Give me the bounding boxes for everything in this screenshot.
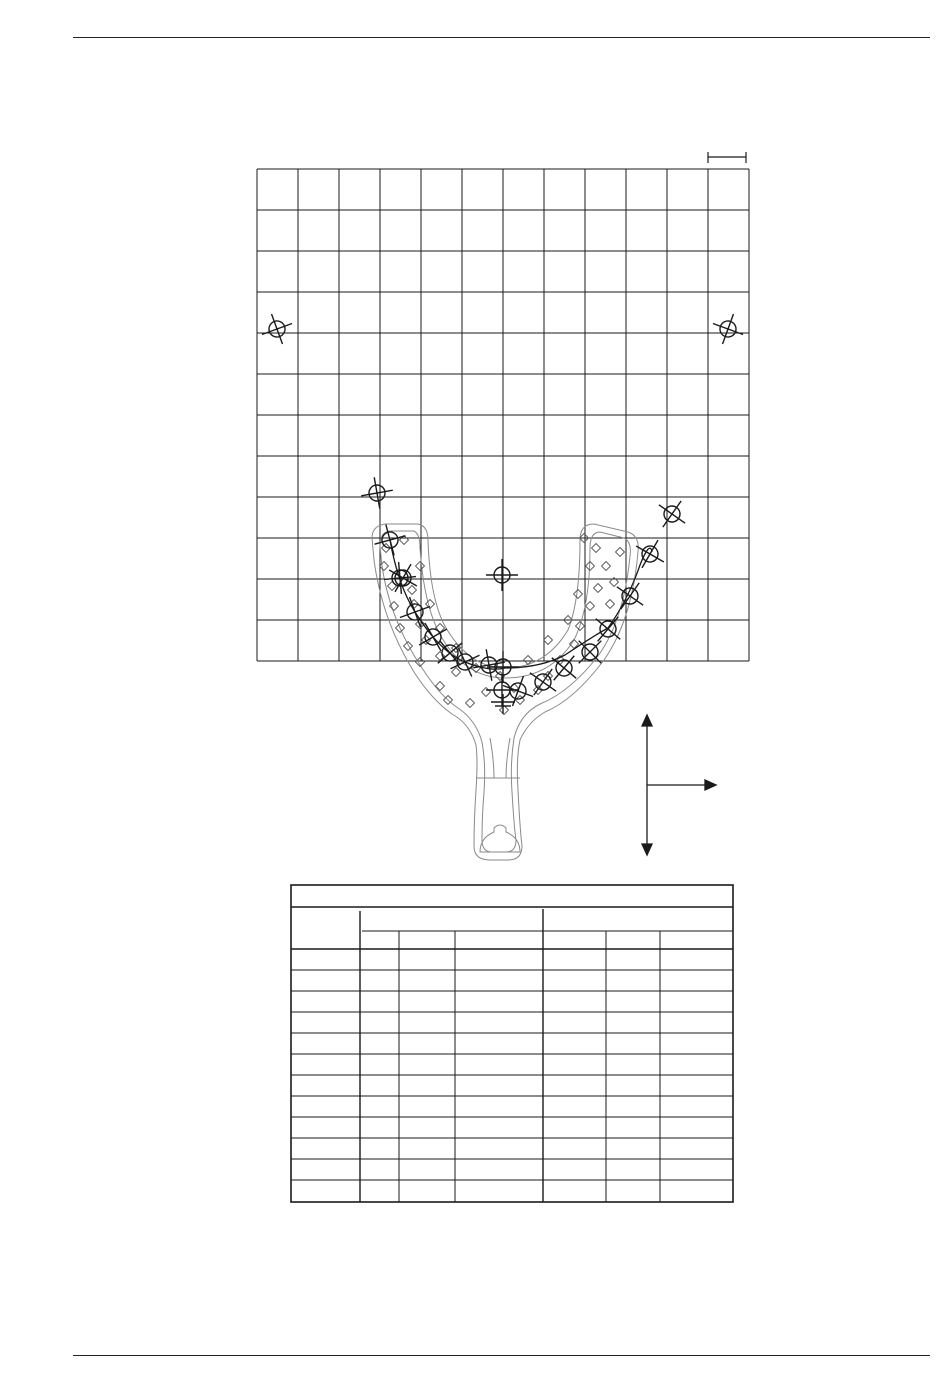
incisal-marker-icon [491,694,515,714]
perforation-diamond [586,602,595,611]
arrow-down-icon [642,844,652,855]
perforation-diamond [574,590,583,599]
perforation-diamond [602,562,611,571]
crosshair-circle-icon [608,574,653,619]
crosshair-circle-icon [358,474,395,511]
perforation-diamond [500,706,509,715]
perforation-diamond [380,562,389,571]
crosshair-circle-icon [707,308,748,349]
crosshair-circle-icon [541,645,586,690]
crosshair-circle-icon [370,520,409,559]
arrow-right-icon [705,780,716,790]
crosshair-circle-icon [650,492,695,537]
perforation-diamond [616,548,625,557]
crosshair-circle-icon [394,591,435,632]
crosshair-circle-icon [628,532,672,576]
perforation-diamond [606,600,615,609]
perforation-diamond [404,642,413,651]
perforation-diamond [466,699,475,708]
perforation-diamond [592,544,601,553]
perforation-diamond [544,636,553,645]
perforation-diamond [452,668,461,677]
measurement-table [291,885,733,1202]
table-border [291,885,733,1202]
crosshair-circle-icon [256,308,297,349]
scale-bar [708,152,746,163]
perforation-diamond [594,584,603,593]
measurement-grid [257,169,749,661]
arrow-up-icon [642,715,652,726]
perforation-diamond [408,586,417,595]
perforation-diamond [482,688,491,697]
perforation-diamond [388,582,397,591]
axes-indicator [642,715,716,855]
crosshair-circle-icon [486,559,518,591]
perforation-diamond [416,562,425,571]
